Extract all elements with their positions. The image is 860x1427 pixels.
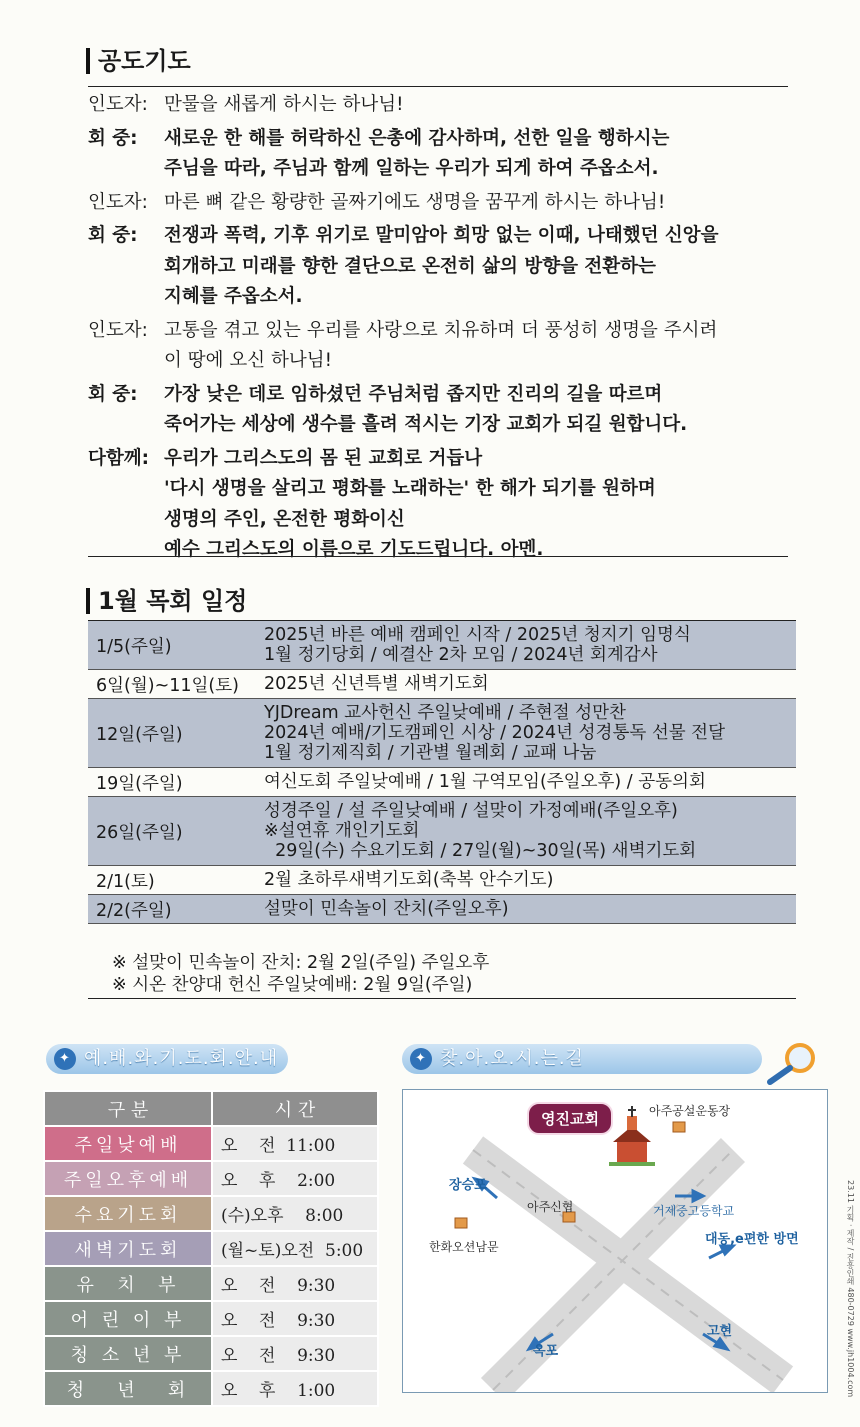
worship-name: 새벽기도회 xyxy=(44,1231,212,1266)
schedule-events xyxy=(264,895,796,923)
worship-name: 청 년 회 xyxy=(44,1371,212,1406)
prayer-text xyxy=(164,380,788,441)
schedule-table xyxy=(88,620,796,924)
column-header: 시 간 xyxy=(212,1091,378,1126)
speaker-label: 인도자: xyxy=(88,191,148,213)
schedule-event: 2025년 바른 예배 캠페인 시작 / 2025년 청지기 임명식 xyxy=(264,625,691,645)
worship-name: 수요기도회 xyxy=(44,1196,212,1231)
schedule-date: 1/5(주일) xyxy=(96,636,172,657)
table-row xyxy=(44,1231,378,1266)
worship-time: (월~토)오전 5:00 xyxy=(212,1231,378,1266)
schedule-date: 2/2(주일) xyxy=(96,900,172,921)
schedule-event: 2월 초하루새벽기도회(축복 안수기도) xyxy=(264,870,554,890)
worship-name: 유 치 부 xyxy=(44,1266,212,1301)
schedule-date: 2/1(토) xyxy=(96,871,155,892)
table-row xyxy=(44,1196,378,1231)
prayer-text xyxy=(164,124,788,185)
directions-header xyxy=(402,1044,762,1074)
speaker-label: 회 중: xyxy=(88,127,138,149)
table-row xyxy=(44,1161,378,1196)
church-name-badge: 영진교회 xyxy=(527,1102,613,1135)
schedule-event: 1월 정기당회 / 예결산 2차 모임 / 2024년 회계감사 xyxy=(264,645,658,665)
prayer-text-line: 죽어가는 세상에 생수를 흘려 적시는 기장 교회가 되길 원합니다. xyxy=(164,414,688,435)
map-label: 거제중고등학교 xyxy=(653,1204,735,1218)
note: ※ 설맞이 민속놀이 잔치: 2월 2일(주일) 주일오후 xyxy=(112,953,490,973)
prayer-text-line: 고통을 겪고 있는 우리를 사랑으로 치유하며 더 풍성히 생명을 주시려 xyxy=(164,319,718,341)
schedule-event: 1월 정기제직회 / 기관별 월례회 / 교패 나눔 xyxy=(264,743,597,763)
worship-time: 오 후 2:00 xyxy=(212,1161,378,1196)
divider xyxy=(88,998,796,999)
table-row xyxy=(44,1126,378,1161)
worship-time-table xyxy=(43,1090,379,1407)
schedule-events xyxy=(264,670,796,698)
worship-time: (수)오후 8:00 xyxy=(212,1196,378,1231)
magnifier-icon xyxy=(764,1042,820,1086)
worship-name: 청 소 년 부 xyxy=(44,1336,212,1371)
map-label: 장승포 xyxy=(449,1178,487,1193)
prayer-line xyxy=(88,444,788,566)
prayer-body xyxy=(88,90,788,569)
prayer-line xyxy=(88,316,788,377)
map-label: 대동,e편한 방면 xyxy=(705,1232,799,1247)
prayer-title: 공도기도 xyxy=(86,48,191,74)
directions-map xyxy=(402,1089,828,1393)
schedule-row xyxy=(88,699,796,768)
prayer-text-line: 전쟁과 폭력, 기후 위기로 말미암아 희망 없는 이때, 나태했던 신앙을 xyxy=(164,225,719,246)
schedule-date: 12일(주일) xyxy=(96,724,183,745)
divider xyxy=(88,86,788,87)
table-row xyxy=(44,1371,378,1406)
schedule-row xyxy=(88,895,796,924)
prayer-line xyxy=(88,124,788,185)
worship-time: 오 전 9:30 xyxy=(212,1301,378,1336)
prayer-text xyxy=(164,316,788,377)
dove-icon: ✦ xyxy=(54,1048,76,1070)
speaker-label: 회 중: xyxy=(88,383,138,405)
prayer-line xyxy=(88,221,788,313)
prayer-text-line: 회개하고 미래를 향한 결단으로 온전히 삶의 방향을 전환하는 xyxy=(164,255,656,277)
schedule-row xyxy=(88,670,796,699)
map-label: 옥포 xyxy=(533,1344,559,1359)
speaker-label: 다함께: xyxy=(88,447,150,469)
worship-guide-title: 예.배.와.기.도.회.안.내 xyxy=(84,1048,279,1069)
map-label: 아주신협 xyxy=(527,1200,574,1214)
schedule-row xyxy=(88,621,796,670)
worship-time: 오 전 9:30 xyxy=(212,1266,378,1301)
prayer-line xyxy=(88,90,788,121)
schedule-event: 여신도회 주일낮예배 / 1월 구역모임(주일오후) / 공동의회 xyxy=(264,772,706,792)
prayer-text xyxy=(164,188,788,219)
schedule-events xyxy=(264,768,796,796)
worship-name: 주일오후예배 xyxy=(44,1161,212,1196)
prayer-text-line: 생명의 주인, 온전한 평화이신 xyxy=(164,508,405,530)
prayer-text-line: '다시 생명을 살리고 평화를 노래하는' 한 해가 되기를 원하며 xyxy=(164,478,656,499)
map-label: 고현 xyxy=(707,1324,733,1339)
schedule-event: 29일(수) 수요기도회 / 27일(월)~30일(목) 새벽기도회 xyxy=(264,841,697,861)
schedule-event: 2025년 신년특별 새벽기도회 xyxy=(264,674,489,694)
schedule-row xyxy=(88,866,796,895)
schedule-event: 성경주일 / 설 주일낮예배 / 설맞이 가정예배(주일오후) xyxy=(264,801,678,821)
schedule-notes xyxy=(112,952,489,996)
schedule-events xyxy=(264,797,796,865)
schedule-title: 1월 목회 일정 xyxy=(86,588,247,614)
prayer-text-line: 우리가 그리스도의 몸 된 교회로 거듭나 xyxy=(164,447,483,469)
directions-title: 찾.아.오.시.는.길 xyxy=(440,1048,584,1069)
prayer-text-line: 가장 낮은 데로 임하셨던 주님처럼 좁지만 진리의 길을 따르며 xyxy=(164,383,663,405)
prayer-text-line: 만물을 새롭게 하시는 하나님! xyxy=(164,94,404,115)
worship-name: 어 린 이 부 xyxy=(44,1301,212,1336)
speaker-label: 인도자: xyxy=(88,319,148,341)
table-row xyxy=(44,1336,378,1371)
schedule-event: ※설연휴 개인기도회 xyxy=(264,821,420,841)
speaker-label: 인도자: xyxy=(88,94,148,115)
schedule-event: 2024년 예배/기도캠페인 시상 / 2024년 성경통독 선물 전달 xyxy=(264,723,725,743)
schedule-row xyxy=(88,768,796,797)
prayer-text-line: 예수 그리스도의 이름으로 기도드립니다. 아멘. xyxy=(164,539,544,560)
prayer-text xyxy=(164,221,788,313)
worship-time: 오 전 9:30 xyxy=(212,1336,378,1371)
prayer-text-line: 이 땅에 오신 하나님! xyxy=(164,350,333,371)
prayer-text xyxy=(164,444,788,566)
prayer-text xyxy=(164,90,788,121)
worship-guide-header xyxy=(46,1044,288,1074)
prayer-text-line: 주님을 따라, 주님과 함께 일하는 우리가 되게 하여 주옵소서. xyxy=(164,158,659,179)
schedule-event: YJDream 교사헌신 주일낮예배 / 주현절 성만찬 xyxy=(264,703,626,723)
schedule-events xyxy=(264,866,796,894)
speaker-label: 회 중: xyxy=(88,225,138,246)
worship-name: 주일낮예배 xyxy=(44,1126,212,1161)
schedule-date: 6일(월)~11일(토) xyxy=(96,675,239,696)
schedule-date: 26일(주일) xyxy=(96,822,183,843)
schedule-events xyxy=(264,621,796,669)
column-header: 구 분 xyxy=(44,1091,212,1126)
prayer-line xyxy=(88,380,788,441)
prayer-text-line: 새로운 한 해를 허락하신 은총에 감사하며, 선한 일을 행하시는 xyxy=(164,127,670,149)
schedule-events xyxy=(264,699,796,767)
prayer-line xyxy=(88,188,788,219)
schedule-date: 19일(주일) xyxy=(96,773,183,794)
table-row xyxy=(44,1301,378,1336)
print-credit: 23.11 기획 · 제작 / 진흥인쇄 480-0729 www.jh1004.com xyxy=(846,1180,855,1398)
schedule-row xyxy=(88,797,796,866)
map-label: 한화오션남문 xyxy=(429,1240,499,1254)
note: ※ 시온 찬양대 헌신 주일낮예배: 2월 9일(주일) xyxy=(112,975,473,995)
prayer-text-line: 지혜를 주옵소서. xyxy=(164,286,303,307)
table-row xyxy=(44,1266,378,1301)
prayer-text-line: 마른 뼈 같은 황량한 골짜기에도 생명을 꿈꾸게 하시는 하나님! xyxy=(164,191,666,213)
map-label: 아주공설운동장 xyxy=(649,1104,731,1118)
schedule-event: 설맞이 민속놀이 잔치(주일오후) xyxy=(264,899,509,919)
dove-icon: ✦ xyxy=(410,1048,432,1070)
divider xyxy=(88,556,788,557)
worship-time: 오 전 11:00 xyxy=(212,1126,378,1161)
worship-time: 오 후 1:00 xyxy=(212,1371,378,1406)
